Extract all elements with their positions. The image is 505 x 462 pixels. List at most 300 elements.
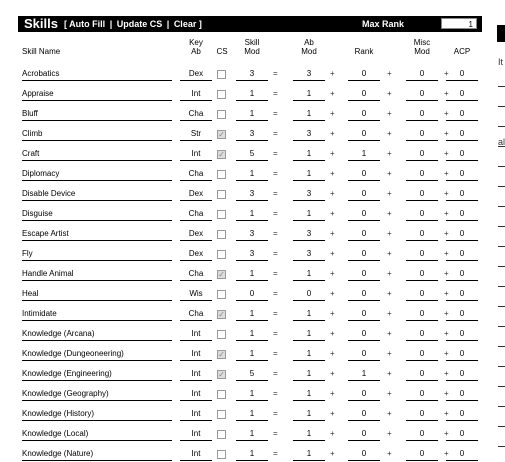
plus-sign: +	[330, 329, 335, 338]
misc-mod-field[interactable]: 0	[406, 188, 438, 201]
skill-row	[0, 282, 497, 302]
plus-sign: +	[387, 189, 392, 198]
misc-mod-field[interactable]: 0	[406, 268, 438, 281]
plus-sign: +	[330, 449, 335, 458]
equals-sign: =	[273, 389, 278, 398]
class-skill-checkbox[interactable]: ✓	[218, 270, 225, 279]
plus-sign: +	[387, 209, 392, 218]
key-ability[interactable]: Dex	[180, 248, 212, 261]
plus-sign: +	[330, 429, 335, 438]
adjacent-field-line	[498, 346, 505, 347]
misc-mod-field[interactable]: 0	[406, 348, 438, 361]
ability-mod-field[interactable]: 3	[293, 188, 325, 201]
plus-sign: +	[330, 269, 335, 278]
misc-mod-field[interactable]: 0	[406, 308, 438, 321]
acp-field[interactable]: 0	[446, 168, 478, 181]
equals-sign: =	[273, 69, 278, 78]
ability-mod-field[interactable]: 1	[293, 348, 325, 361]
rank-field[interactable]: 0	[348, 188, 380, 201]
skill-row	[0, 142, 497, 162]
acp-field[interactable]: 0	[446, 268, 478, 281]
plus-sign: +	[330, 229, 335, 238]
skill-name: Knowledge (Arcana)	[22, 328, 172, 341]
misc-mod-field[interactable]: 0	[406, 108, 438, 121]
class-skill-checkbox[interactable]: ✓	[218, 130, 225, 139]
rank-field[interactable]: 0	[348, 288, 380, 301]
skill-name: Disguise	[22, 208, 172, 221]
col-skill-mod-bottom: Mod	[244, 47, 260, 56]
col-skill-name: Skill Name	[22, 47, 61, 56]
adjacent-field-line	[498, 206, 505, 207]
key-ability[interactable]: Cha	[180, 268, 212, 281]
skill-mod-field[interactable]: 1	[236, 428, 268, 441]
plus-sign: +	[444, 89, 449, 98]
ability-mod-field[interactable]: 1	[293, 308, 325, 321]
ability-mod-field[interactable]: 1	[293, 428, 325, 441]
equals-sign: =	[273, 449, 278, 458]
skill-name: Knowledge (Geography)	[22, 388, 172, 401]
plus-sign: +	[387, 149, 392, 158]
plus-sign: +	[444, 249, 449, 258]
skill-row	[0, 82, 497, 102]
rank-field[interactable]: 0	[348, 108, 380, 121]
skills-header-bar	[18, 16, 482, 32]
key-ability[interactable]: Cha	[180, 208, 212, 221]
adjacent-section-link: al	[498, 137, 505, 147]
misc-mod-field[interactable]: 0	[406, 88, 438, 101]
plus-sign: +	[387, 89, 392, 98]
bracket-close: ]	[198, 19, 202, 29]
auto-fill-link[interactable]: Auto Fill	[69, 19, 106, 29]
col-misc-mod-bottom: Mod	[414, 47, 430, 56]
adjacent-field-line	[498, 366, 505, 367]
plus-sign: +	[444, 349, 449, 358]
class-skill-checkbox[interactable]: ✓	[218, 350, 225, 359]
ability-mod-field[interactable]: 0	[293, 288, 325, 301]
plus-sign: +	[330, 169, 335, 178]
skill-name: Knowledge (Engineering)	[22, 368, 172, 381]
equals-sign: =	[273, 429, 278, 438]
key-ability[interactable]: Int	[180, 388, 212, 401]
skill-mod-field[interactable]: 1	[236, 168, 268, 181]
skill-name: Escape Artist	[22, 228, 172, 241]
adjacent-field-line	[498, 426, 505, 427]
plus-sign: +	[444, 309, 449, 318]
key-ability[interactable]: Cha	[180, 168, 212, 181]
plus-sign: +	[330, 89, 335, 98]
plus-sign: +	[387, 269, 392, 278]
col-key-ab-top: Key	[189, 38, 203, 47]
ability-mod-field[interactable]: 1	[293, 328, 325, 341]
misc-mod-field[interactable]: 0	[406, 148, 438, 161]
ability-mod-field[interactable]: 1	[293, 168, 325, 181]
plus-sign: +	[387, 329, 392, 338]
adjacent-field-line	[498, 286, 505, 287]
skill-name: Bluff	[22, 108, 172, 121]
equals-sign: =	[273, 249, 278, 258]
key-ability[interactable]: Str	[180, 128, 212, 141]
class-skill-checkbox[interactable]: ✓	[218, 370, 225, 379]
class-skill-checkbox[interactable]	[217, 210, 226, 219]
key-ability[interactable]: Int	[180, 428, 212, 441]
skill-name: Fly	[22, 248, 172, 261]
adjacent-field-line	[498, 386, 505, 387]
key-ability[interactable]: Int	[180, 408, 212, 421]
equals-sign: =	[273, 169, 278, 178]
plus-sign: +	[444, 209, 449, 218]
rank-field[interactable]: 0	[348, 428, 380, 441]
adjacent-field-line	[498, 226, 505, 227]
class-skill-checkbox[interactable]	[217, 290, 226, 299]
key-ability[interactable]: Int	[180, 368, 212, 381]
ability-mod-field[interactable]: 1	[293, 388, 325, 401]
plus-sign: +	[387, 129, 392, 138]
bracket-open: [	[64, 19, 67, 29]
class-skill-checkbox[interactable]	[217, 70, 226, 79]
adjacent-field-line	[498, 166, 505, 167]
plus-sign: +	[330, 129, 335, 138]
acp-field[interactable]: 0	[446, 148, 478, 161]
key-ability[interactable]: Dex	[180, 228, 212, 241]
equals-sign: =	[273, 409, 278, 418]
acp-field[interactable]: 0	[446, 208, 478, 221]
ability-mod-field[interactable]: 1	[293, 108, 325, 121]
skill-mod-field[interactable]: 1	[236, 308, 268, 321]
plus-sign: +	[387, 429, 392, 438]
skill-mod-field[interactable]: 0	[236, 288, 268, 301]
plus-sign: +	[330, 289, 335, 298]
plus-sign: +	[444, 449, 449, 458]
col-misc-mod-top: Misc	[413, 38, 431, 47]
skill-mod-field[interactable]: 5	[236, 368, 268, 381]
ability-mod-field[interactable]: 1	[293, 268, 325, 281]
adjacent-field-line	[498, 126, 505, 127]
skill-name: Intimidate	[22, 308, 172, 321]
ability-mod-field[interactable]: 1	[293, 148, 325, 161]
equals-sign: =	[273, 229, 278, 238]
adjacent-field-line	[498, 406, 505, 407]
plus-sign: +	[444, 69, 449, 78]
skill-mod-field[interactable]: 3	[236, 68, 268, 81]
misc-mod-field[interactable]: 0	[406, 228, 438, 241]
ability-mod-field[interactable]: 1	[293, 408, 325, 421]
plus-sign: +	[444, 289, 449, 298]
equals-sign: =	[273, 109, 278, 118]
adjacent-field-line	[498, 106, 505, 107]
rank-field[interactable]: 0	[348, 348, 380, 361]
adjacent-field-line	[498, 326, 505, 327]
equals-sign: =	[273, 149, 278, 158]
plus-sign: +	[444, 229, 449, 238]
acp-field[interactable]: 0	[446, 288, 478, 301]
class-skill-checkbox[interactable]	[217, 170, 226, 179]
rank-field[interactable]: 0	[348, 448, 380, 461]
misc-mod-field[interactable]: 0	[406, 248, 438, 261]
adjacent-section-header	[497, 25, 505, 42]
adjacent-field-line	[498, 266, 505, 267]
plus-sign: +	[330, 209, 335, 218]
rank-field[interactable]: 0	[348, 248, 380, 261]
acp-field[interactable]: 0	[446, 348, 478, 361]
equals-sign: =	[273, 209, 278, 218]
equals-sign: =	[273, 309, 278, 318]
plus-sign: +	[330, 369, 335, 378]
skill-name: Knowledge (Nature)	[22, 448, 172, 461]
ability-mod-field[interactable]: 1	[293, 88, 325, 101]
skill-name: Handle Animal	[22, 268, 172, 281]
plus-sign: +	[387, 109, 392, 118]
misc-mod-field[interactable]: 0	[406, 328, 438, 341]
skill-row	[0, 182, 497, 202]
misc-mod-field[interactable]: 0	[406, 408, 438, 421]
rank-field[interactable]: 0	[348, 208, 380, 221]
key-ability[interactable]: Cha	[180, 308, 212, 321]
update-cs-link[interactable]: Update CS	[116, 19, 163, 29]
misc-mod-field[interactable]: 0	[406, 288, 438, 301]
col-cs: CS	[216, 47, 228, 56]
key-ability[interactable]: Cha	[180, 108, 212, 121]
key-ability[interactable]: Int	[180, 448, 212, 461]
plus-sign: +	[387, 249, 392, 258]
plus-sign: +	[330, 249, 335, 258]
separator: |	[166, 19, 170, 29]
section-title: Skills	[24, 16, 58, 31]
plus-sign: +	[444, 429, 449, 438]
class-skill-checkbox[interactable]	[217, 410, 226, 419]
skill-mod-field[interactable]: 1	[236, 328, 268, 341]
skill-name: Climb	[22, 128, 172, 141]
equals-sign: =	[273, 89, 278, 98]
header-actions	[64, 17, 202, 32]
plus-sign: +	[387, 289, 392, 298]
skill-row	[0, 222, 497, 242]
plus-sign: +	[444, 409, 449, 418]
key-ability[interactable]: Dex	[180, 188, 212, 201]
rank-field[interactable]: 1	[348, 368, 380, 381]
acp-field[interactable]: 0	[446, 128, 478, 141]
class-skill-checkbox[interactable]	[217, 430, 226, 439]
plus-sign: +	[330, 349, 335, 358]
plus-sign: +	[444, 189, 449, 198]
rank-field[interactable]: 0	[348, 268, 380, 281]
adjacent-section-text: It	[498, 57, 504, 67]
skill-row	[0, 382, 497, 402]
clear-link[interactable]: Clear	[173, 19, 197, 29]
skill-row	[0, 442, 497, 462]
acp-field[interactable]: 0	[446, 88, 478, 101]
ability-mod-field[interactable]: 1	[293, 448, 325, 461]
plus-sign: +	[444, 329, 449, 338]
rank-field[interactable]: 0	[348, 228, 380, 241]
key-ability[interactable]: Wis	[180, 288, 212, 301]
skill-name: Appraise	[22, 88, 172, 101]
key-ability[interactable]: Int	[180, 148, 212, 161]
key-ability[interactable]: Dex	[180, 68, 212, 81]
plus-sign: +	[330, 109, 335, 118]
plus-sign: +	[387, 409, 392, 418]
plus-sign: +	[387, 369, 392, 378]
misc-mod-field[interactable]: 0	[406, 368, 438, 381]
skill-mod-field[interactable]: 1	[236, 88, 268, 101]
key-ability[interactable]: Int	[180, 88, 212, 101]
skill-name: Diplomacy	[22, 168, 172, 181]
acp-field[interactable]: 0	[446, 388, 478, 401]
acp-field[interactable]: 0	[446, 308, 478, 321]
plus-sign: +	[330, 389, 335, 398]
plus-sign: +	[444, 369, 449, 378]
skill-row	[0, 202, 497, 222]
plus-sign: +	[444, 149, 449, 158]
ability-mod-field[interactable]: 3	[293, 128, 325, 141]
equals-sign: =	[273, 189, 278, 198]
skill-row	[0, 162, 497, 182]
skill-mod-field[interactable]: 3	[236, 188, 268, 201]
rank-field[interactable]: 0	[348, 408, 380, 421]
plus-sign: +	[387, 449, 392, 458]
rank-field[interactable]: 1	[348, 148, 380, 161]
plus-sign: +	[330, 409, 335, 418]
plus-sign: +	[330, 309, 335, 318]
adjacent-field-line	[498, 86, 505, 87]
skill-row	[0, 262, 497, 282]
rank-field[interactable]: 0	[348, 68, 380, 81]
skill-mod-field[interactable]: 1	[236, 208, 268, 221]
misc-mod-field[interactable]: 0	[406, 388, 438, 401]
plus-sign: +	[387, 229, 392, 238]
key-ability[interactable]: Int	[180, 328, 212, 341]
adjacent-field-line	[498, 246, 505, 247]
misc-mod-field[interactable]: 0	[406, 208, 438, 221]
col-ab-mod-top: Ab	[304, 38, 314, 47]
acp-field[interactable]: 0	[446, 68, 478, 81]
class-skill-checkbox[interactable]	[217, 450, 226, 459]
plus-sign: +	[330, 69, 335, 78]
skill-row	[0, 302, 497, 322]
acp-field[interactable]: 0	[446, 448, 478, 461]
acp-field[interactable]: 0	[446, 428, 478, 441]
skill-mod-field[interactable]: 1	[236, 408, 268, 421]
misc-mod-field[interactable]: 0	[406, 128, 438, 141]
rank-field[interactable]: 0	[348, 308, 380, 321]
ability-mod-field[interactable]: 3	[293, 68, 325, 81]
acp-field[interactable]: 0	[446, 228, 478, 241]
plus-sign: +	[387, 309, 392, 318]
skill-row	[0, 122, 497, 142]
ability-mod-field[interactable]: 3	[293, 228, 325, 241]
class-skill-checkbox[interactable]: ✓	[218, 150, 225, 159]
acp-field[interactable]: 0	[446, 408, 478, 421]
rank-field[interactable]: 0	[348, 388, 380, 401]
skill-name: Knowledge (Local)	[22, 428, 172, 441]
equals-sign: =	[273, 129, 278, 138]
rank-field[interactable]: 0	[348, 128, 380, 141]
plus-sign: +	[444, 389, 449, 398]
skill-mod-field[interactable]: 3	[236, 248, 268, 261]
class-skill-checkbox[interactable]	[217, 250, 226, 259]
class-skill-checkbox[interactable]	[217, 190, 226, 199]
skill-mod-field[interactable]: 1	[236, 348, 268, 361]
misc-mod-field[interactable]: 0	[406, 68, 438, 81]
adjacent-field-line	[498, 306, 505, 307]
class-skill-checkbox[interactable]	[217, 230, 226, 239]
rank-field[interactable]: 0	[348, 168, 380, 181]
skill-row	[0, 102, 497, 122]
plus-sign: +	[444, 169, 449, 178]
skill-mod-field[interactable]: 5	[236, 148, 268, 161]
skill-row	[0, 242, 497, 262]
misc-mod-field[interactable]: 0	[406, 168, 438, 181]
rank-field[interactable]: 0	[348, 328, 380, 341]
plus-sign: +	[330, 189, 335, 198]
class-skill-checkbox[interactable]	[217, 110, 226, 119]
misc-mod-field[interactable]: 0	[406, 428, 438, 441]
skill-mod-field[interactable]: 1	[236, 108, 268, 121]
equals-sign: =	[273, 289, 278, 298]
col-skill-mod-top: Skill	[244, 38, 260, 47]
col-key-ab-bottom: Ab	[191, 47, 201, 56]
class-skill-checkbox[interactable]	[217, 390, 226, 399]
max-rank-label: Max Rank	[362, 19, 405, 29]
plus-sign: +	[330, 149, 335, 158]
class-skill-checkbox[interactable]	[217, 330, 226, 339]
skill-row	[0, 422, 497, 442]
adjacent-field-line	[498, 186, 505, 187]
plus-sign: +	[387, 69, 392, 78]
col-ab-mod-bottom: Mod	[301, 47, 317, 56]
col-acp: ACP	[453, 47, 471, 56]
misc-mod-field[interactable]: 0	[406, 448, 438, 461]
col-rank: Rank	[354, 47, 374, 56]
adjacent-field-line	[498, 446, 505, 447]
acp-field[interactable]: 0	[446, 368, 478, 381]
skill-name: Disable Device	[22, 188, 172, 201]
ability-mod-field[interactable]: 1	[293, 208, 325, 221]
class-skill-checkbox[interactable]	[217, 90, 226, 99]
skill-name: Knowledge (Dungeoneering)	[22, 348, 172, 361]
rank-field[interactable]: 0	[348, 88, 380, 101]
acp-field[interactable]: 0	[446, 108, 478, 121]
ability-mod-field[interactable]: 1	[293, 368, 325, 381]
skill-name: Knowledge (History)	[22, 408, 172, 421]
skill-name: Heal	[22, 288, 172, 301]
acp-field[interactable]: 0	[446, 248, 478, 261]
acp-field[interactable]: 0	[446, 328, 478, 341]
skill-mod-field[interactable]: 1	[236, 448, 268, 461]
separator: |	[109, 19, 113, 29]
plus-sign: +	[387, 349, 392, 358]
max-rank-input[interactable]: 1	[441, 18, 477, 29]
skill-mod-field[interactable]: 1	[236, 388, 268, 401]
class-skill-checkbox[interactable]: ✓	[218, 310, 225, 319]
skill-mod-field[interactable]: 3	[236, 228, 268, 241]
skill-row	[0, 362, 497, 382]
skill-name: Acrobatics	[22, 68, 172, 81]
equals-sign: =	[273, 369, 278, 378]
skill-mod-field[interactable]: 1	[236, 268, 268, 281]
skill-name: Craft	[22, 148, 172, 161]
key-ability[interactable]: Int	[180, 348, 212, 361]
equals-sign: =	[273, 269, 278, 278]
skill-mod-field[interactable]: 3	[236, 128, 268, 141]
plus-sign: +	[444, 109, 449, 118]
plus-sign: +	[387, 389, 392, 398]
acp-field[interactable]: 0	[446, 188, 478, 201]
plus-sign: +	[444, 269, 449, 278]
equals-sign: =	[273, 329, 278, 338]
skill-row	[0, 322, 497, 342]
ability-mod-field[interactable]: 3	[293, 248, 325, 261]
skill-row	[0, 402, 497, 422]
